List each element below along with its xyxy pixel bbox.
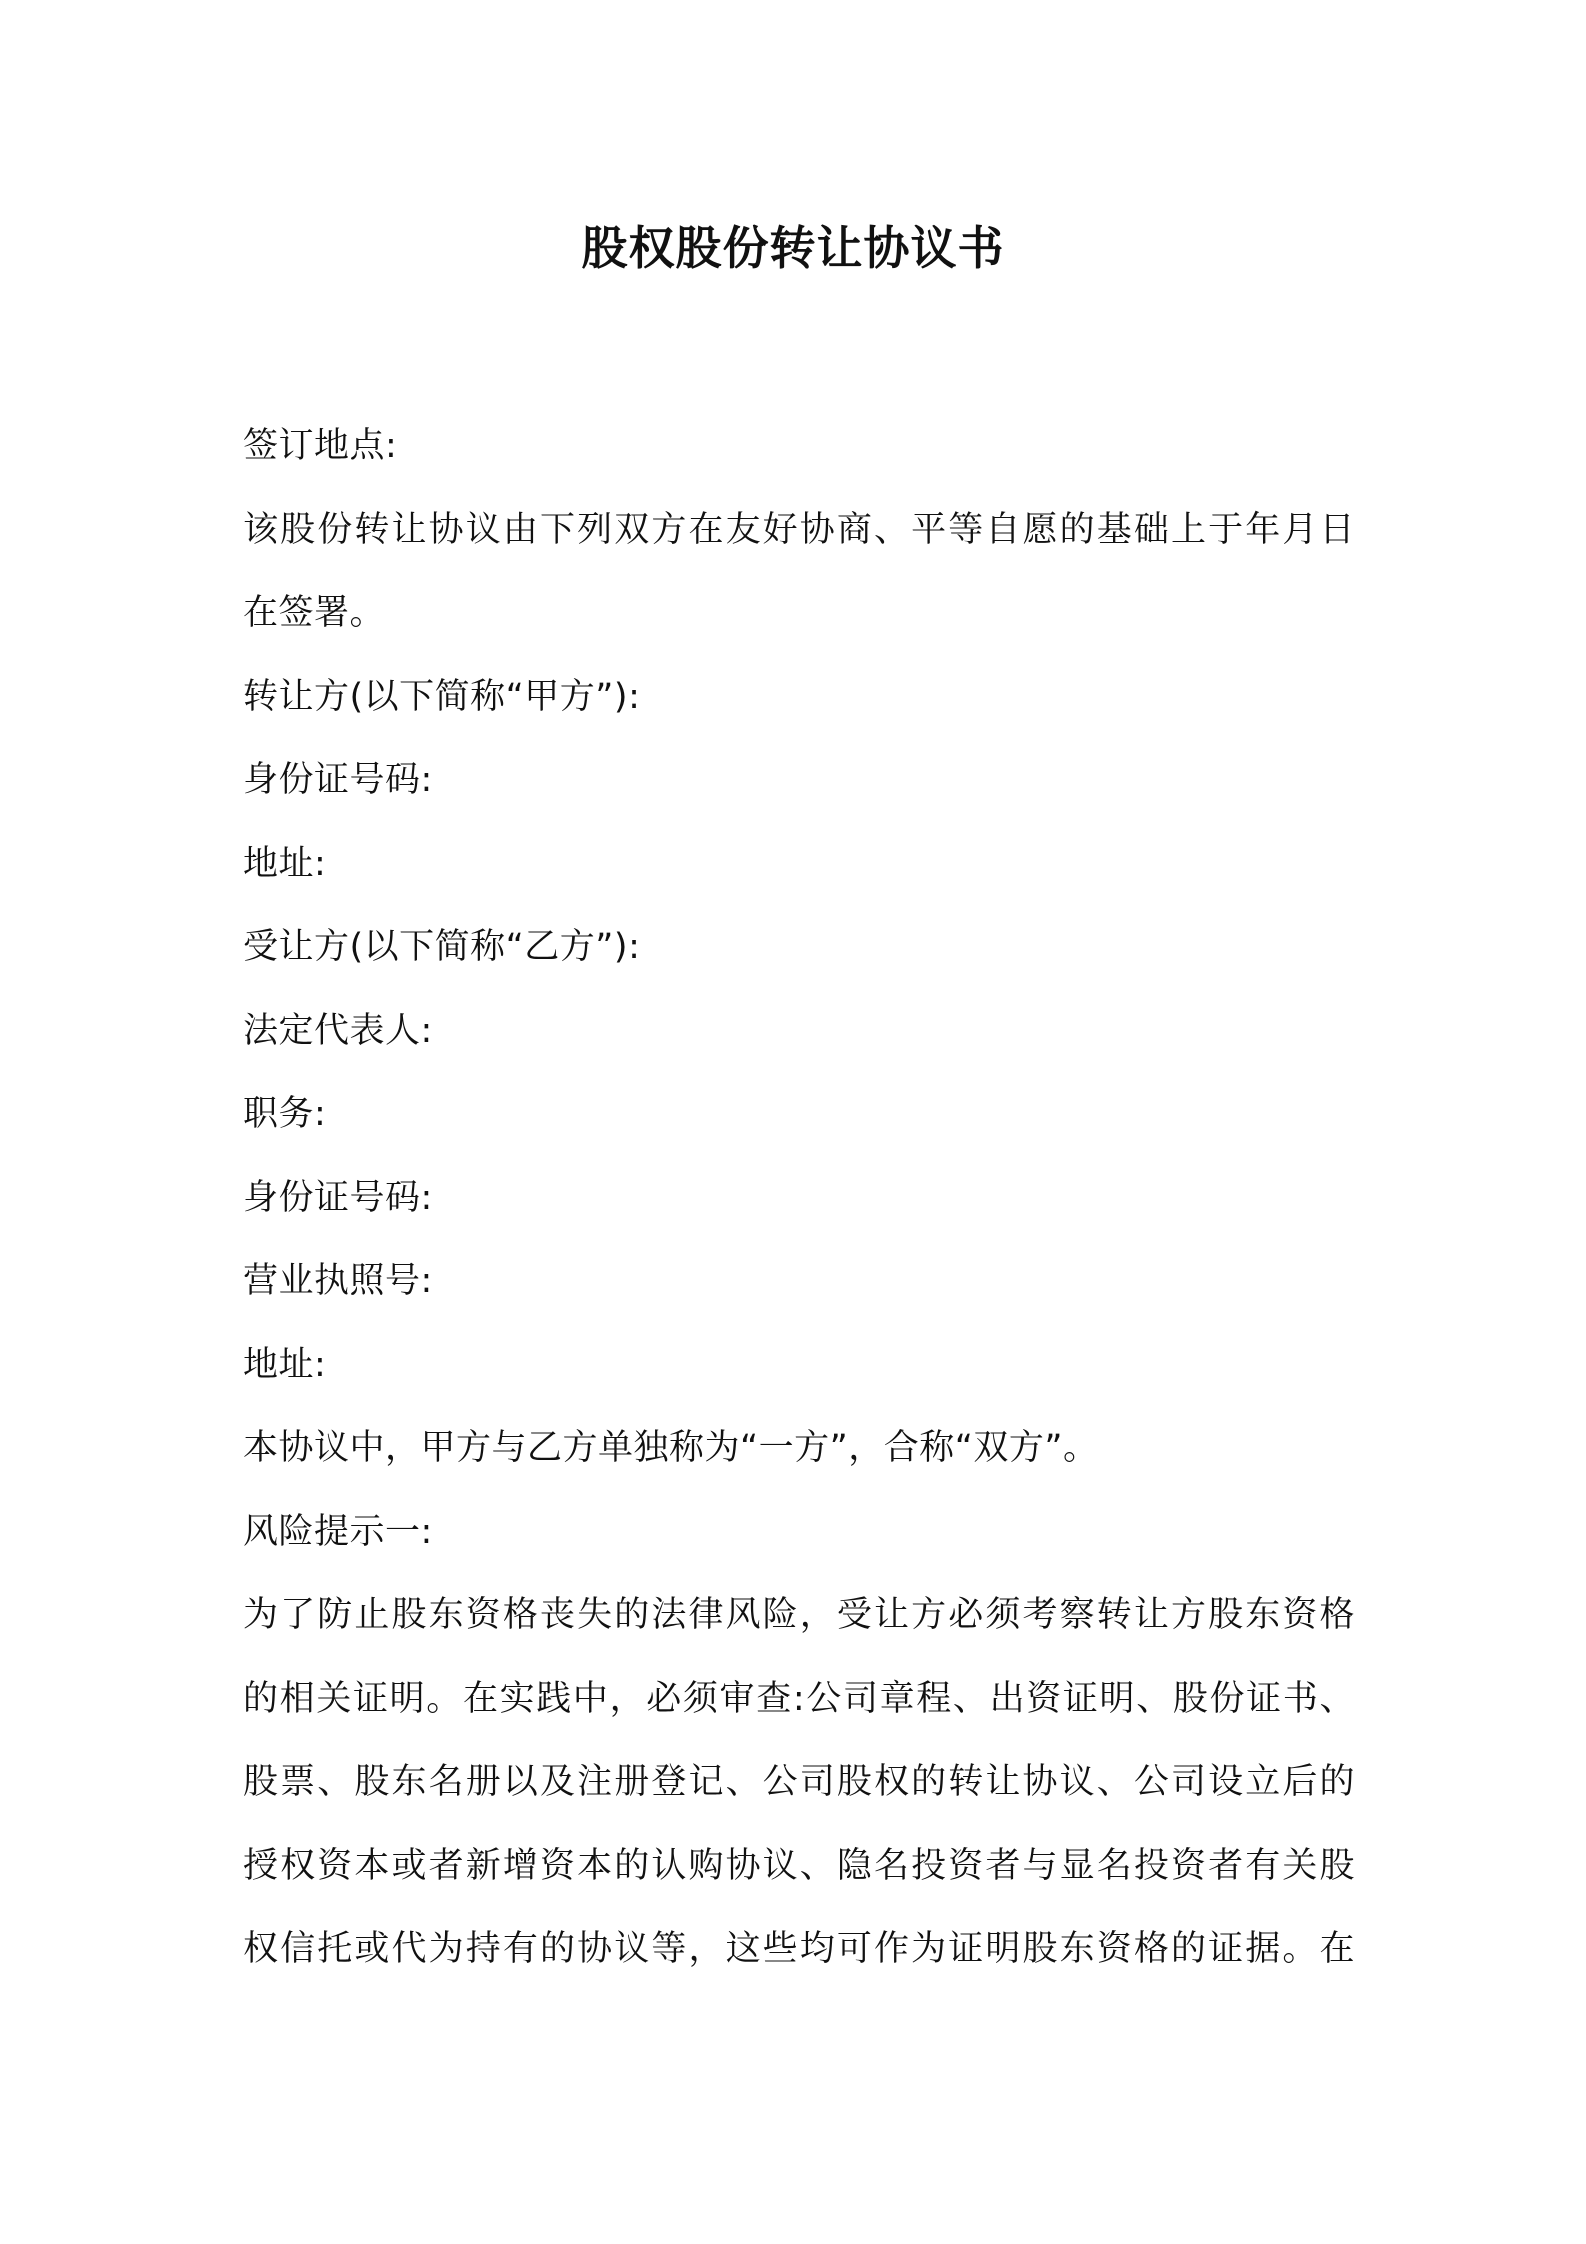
line-legal-rep: 法定代表人:	[243, 1010, 433, 1051]
line-risk-text-3: 股票、股东名册以及注册登记、公司股权的转让协议、公司设立后的	[243, 1762, 1355, 1802]
line-risk-text-4: 授权资本或者新增资本的认购协议、隐名投资者与显名投资者有关股	[243, 1845, 1355, 1886]
line-risk-text-1: 为了防止股东资格丧失的法律风险，受让方必须考察转让方股东资格	[243, 1595, 1355, 1635]
line-transferor: 转让方(以下简称“甲方”):	[243, 676, 641, 717]
line-intro: 该股份转让协议由下列双方在友好协商、平等自愿的基础上于年月日	[243, 509, 1355, 550]
line-risk-text-5: 权信托或代为持有的协议等，这些均可作为证明股东资格的证据。在	[243, 1929, 1355, 1969]
line-transferee: 受让方(以下简称“乙方”):	[243, 927, 641, 967]
line-risk-heading: 风险提示一:	[243, 1511, 433, 1552]
line-transferee-id: 身份证号码:	[243, 1177, 433, 1218]
line-transferor-id: 身份证号码:	[243, 760, 433, 800]
document-body	[243, 405, 1363, 1992]
line-signing-place: 签订地点:	[243, 426, 398, 466]
line-business-license: 营业执照号:	[243, 1261, 433, 1301]
line-risk-text-2: 的相关证明。在实践中，必须审查:公司章程、出资证明、股份证书、	[243, 1678, 1355, 1719]
line-transferee-address: 地址:	[243, 1344, 327, 1385]
line-position: 职务:	[243, 1094, 327, 1134]
line-transferor-address: 地址:	[243, 843, 327, 884]
line-intro-cont: 在签署。	[243, 593, 386, 633]
line-parties-definition: 本协议中，甲方与乙方单独称为“一方”，合称“双方”。	[243, 1428, 1099, 1468]
document-title: 股权股份转让协议书	[581, 221, 1005, 275]
